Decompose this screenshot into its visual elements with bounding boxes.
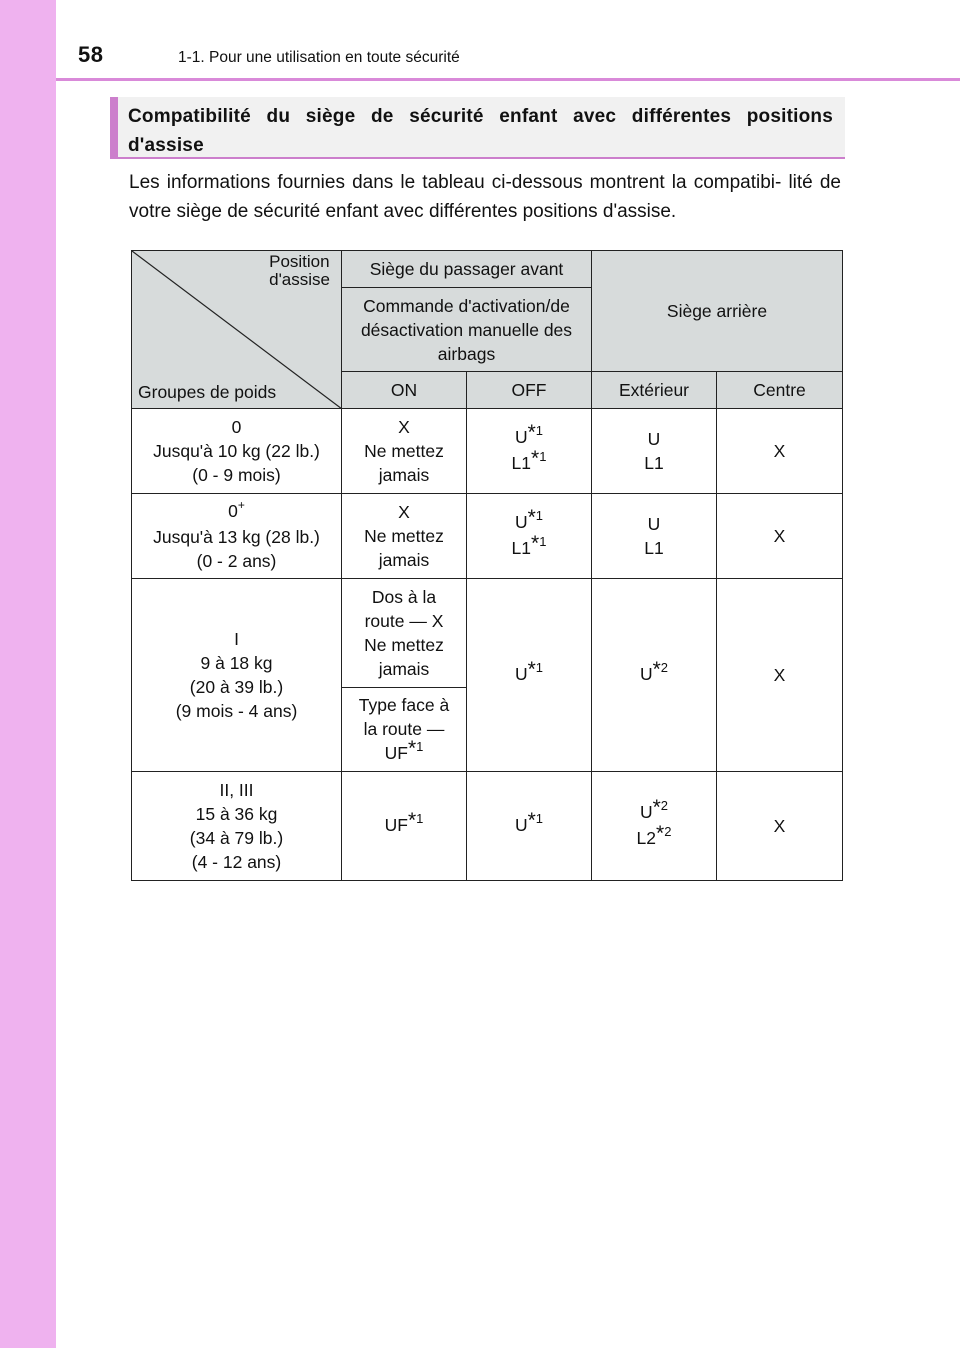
footnote-star-icon: * — [407, 736, 417, 760]
center-cell: X — [717, 579, 843, 772]
airbag-switch-header: Commande d'activation/de désactivation manuelle des airbags — [342, 288, 592, 372]
on-rear-facing-cell: Dos à la route — X Ne mettez jamais — [342, 579, 467, 688]
off-cell: U*$^1$ — [467, 579, 592, 772]
off-cell: U*$^1$ — [467, 772, 592, 881]
footnote-star-icon: * — [652, 658, 661, 681]
outer-cell: U L1 — [592, 494, 717, 579]
intro-paragraph: Les informations fournies dans le tableau ci-dessous montrent la compatibi- lité de votre siège de sécurité enfant avec différentes positions d'assise. — [129, 172, 841, 222]
col-center-header: Centre — [717, 372, 843, 409]
table-row — [132, 494, 843, 579]
on-forward-facing-cell: Type face à la route — UF*$^1$ — [342, 688, 467, 772]
on-cell: UF*$^1$ — [342, 772, 467, 881]
page-number: 58 — [78, 42, 104, 67]
table-row — [132, 772, 843, 881]
off-cell: U*$^1$ L1*$^1$ — [467, 494, 592, 579]
table-row — [132, 409, 843, 494]
footnote-star-icon: * — [531, 532, 540, 555]
footnote-star-icon: * — [531, 447, 540, 470]
on-cell: X Ne mettez jamais — [342, 494, 467, 579]
side-color-band — [0, 0, 56, 1348]
weight-group-cell: 0+ Jusqu'à 13 kg (28 lb.) (0 - 2 ans) — [132, 494, 342, 579]
table-row — [132, 579, 843, 688]
outer-cell: U*$^2$ L2*$^2$ — [592, 772, 717, 881]
center-cell: X — [717, 409, 843, 494]
on-cell: X Ne mettez jamais — [342, 409, 467, 494]
footnote-star-icon: * — [656, 822, 665, 845]
compatibility-table — [131, 250, 843, 881]
section-heading-box — [110, 97, 845, 159]
col-off-header: OFF — [467, 372, 592, 409]
footnote-star-icon: * — [527, 658, 536, 681]
footnote-star-icon: * — [527, 421, 536, 444]
weight-group-cell: II, III 15 à 36 kg (34 à 79 lb.) (4 - 12 ans) — [132, 772, 342, 881]
outer-cell: U*$^2$ — [592, 579, 717, 772]
outer-cell: U L1 — [592, 409, 717, 494]
running-head: 1-1. Pour une utilisation en toute sécurité — [178, 49, 460, 66]
header-rule — [56, 78, 960, 81]
col-on-header: ON — [342, 372, 467, 409]
center-cell: X — [717, 494, 843, 579]
seat-position-label: Position d'assise — [269, 252, 330, 289]
corner-header-cell — [132, 251, 342, 409]
weight-group-cell: 0 Jusqu'à 10 kg (22 lb.) (0 - 9 mois) — [132, 409, 342, 494]
footnote-star-icon: * — [527, 506, 536, 529]
front-seat-header: Siège du passager avant — [342, 251, 592, 288]
footnote-star-icon: * — [407, 809, 417, 832]
section-title: Compatibilité du siège de sécurité enfant avec différentes positions d'assise — [128, 106, 833, 156]
weight-groups-label: Groupes de poids — [138, 382, 277, 402]
weight-group-cell: I 9 à 18 kg (20 à 39 lb.) (9 mois - 4 ans) — [132, 579, 342, 772]
center-cell: X — [717, 772, 843, 881]
off-cell: U*$^1$ L1*$^1$ — [467, 409, 592, 494]
footnote-star-icon: * — [527, 809, 536, 832]
footnote-star-icon: * — [652, 796, 661, 819]
col-outer-header: Extérieur — [592, 372, 717, 409]
rear-seat-header: Siège arrière — [592, 251, 843, 372]
